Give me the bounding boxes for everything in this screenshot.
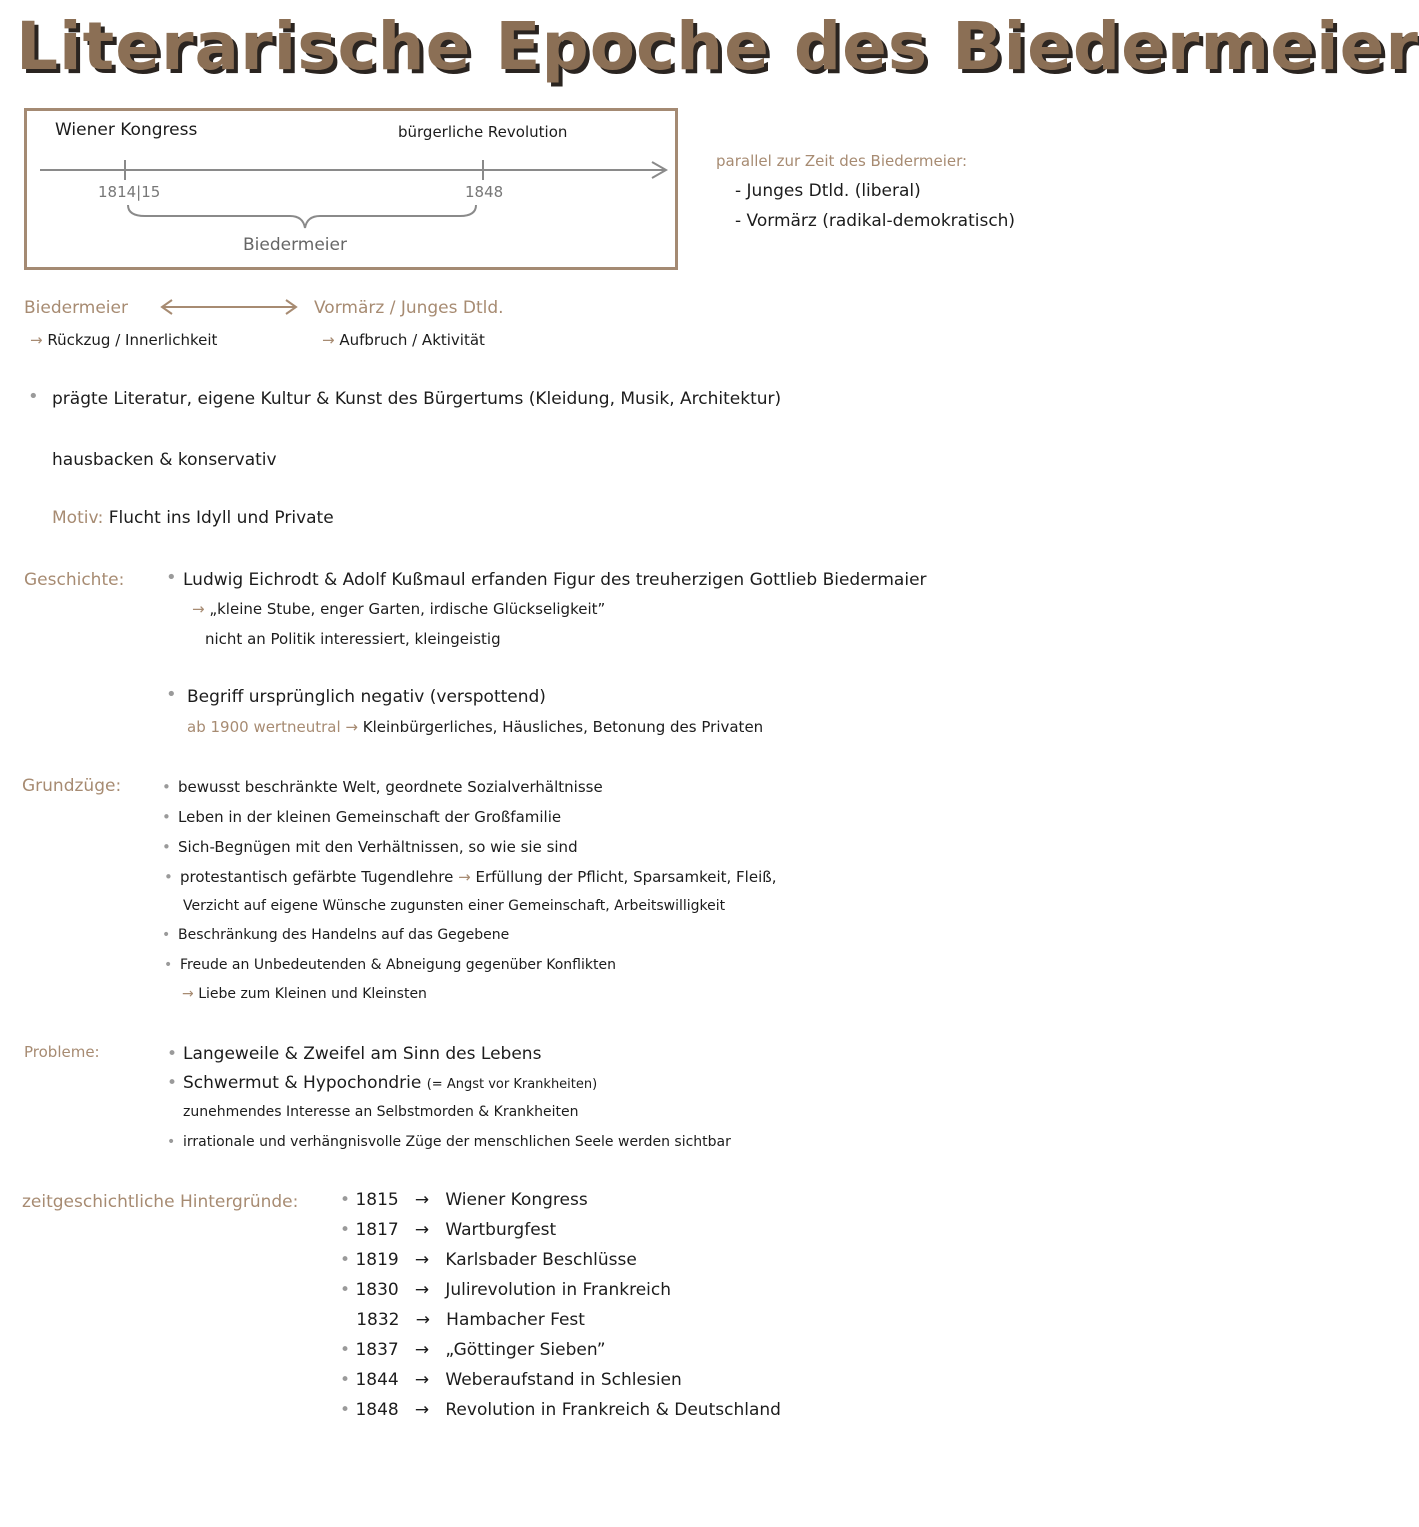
grundzuege-item: • protestantisch gefärbte Tugendlehre → Erfüllung der Pflicht, Sparsamkeit, Fleiß, [180, 868, 776, 886]
geschichte-word: wertneutral [253, 718, 341, 736]
arrow-icon: → [398, 1190, 446, 1210]
grundzuege-label: Grundzüge: [22, 776, 122, 796]
probleme-b3: • irrationale und verhängnisvolle Züge der menschlichen Seele werden sichtbar [183, 1134, 731, 1150]
intro-line2: hausbacken & konservativ [52, 450, 277, 470]
timeline-span-label: Biedermeier [243, 235, 347, 255]
arrow-icon: → [398, 1370, 446, 1390]
bullet-icon: • [340, 1190, 356, 1210]
grundzuege-item: • Sich-Begnügen mit den Verhältnissen, so wie sie sind [178, 838, 578, 856]
entry-event: Weberaufstand in Schlesien [445, 1370, 682, 1390]
timeline-brace [128, 205, 476, 228]
contrast-left: Biedermeier [24, 298, 128, 318]
geschichte-b2: Begriff ursprünglich negativ (verspottend) [187, 687, 546, 707]
contrast-right: Vormärz / Junges Dtld. [314, 298, 504, 318]
entry-year: 1844 [355, 1370, 399, 1390]
entry-event: Hambacher Fest [446, 1310, 585, 1330]
timeline-event-left: Wiener Kongress [55, 120, 198, 140]
timeline-entry [340, 1340, 606, 1360]
timeline-entry [340, 1370, 682, 1390]
bullet-icon: • [340, 1370, 356, 1390]
timeline-entry [340, 1280, 671, 1300]
entry-event: Karlsbader Beschlüsse [445, 1250, 637, 1270]
parallel-heading: parallel zur Zeit des Biedermeier: [716, 152, 968, 170]
motiv-label: Motiv: [52, 508, 104, 528]
grundzuege-item: • Beschränkung des Handelns auf das Gegebene [178, 927, 509, 943]
arrow-icon: → [182, 986, 199, 1002]
geschichte-b1: Ludwig Eichrodt & Adolf Kußmaul erfanden Figur des treuherzigen Gottlieb Biedermaier [183, 570, 927, 590]
arrow-icon: → [458, 868, 476, 886]
arrow-icon: → [322, 331, 340, 349]
parallel-item-2: - Vormärz (radikal-demokratisch) [735, 211, 1016, 231]
grundzuege-item: • Freude an Unbedeutenden & Abneigung gegenüber Konflikten [180, 957, 616, 973]
arrow-icon: → [192, 600, 210, 618]
entry-event: Revolution in Frankreich & Deutschland [445, 1400, 781, 1420]
bullet-icon [340, 1310, 356, 1330]
probleme-b2-cont: zunehmendes Interesse an Selbstmorden & Krankheiten [183, 1104, 579, 1120]
motiv-text: Flucht ins Idyll und Private [108, 508, 334, 528]
entry-event: Julirevolution in Frankreich [445, 1280, 671, 1300]
probleme-b1: • Langeweile & Zweifel am Sinn des Lebens [183, 1044, 541, 1064]
timeline-entry [340, 1310, 585, 1330]
probleme-b2-note: (= Angst vor Krankheiten) [426, 1077, 598, 1092]
bullet-icon: • [340, 1220, 356, 1240]
timeline-entry [340, 1250, 637, 1270]
entry-year: 1832 [356, 1310, 400, 1330]
bullet-icon: • [340, 1340, 356, 1360]
timeline-year-right: 1848 [465, 183, 504, 201]
entry-year: 1815 [355, 1190, 399, 1210]
intro-bullet: prägte Literatur, eigene Kultur & Kunst des Bürgertums (Kleidung, Musik, Architektur) [52, 389, 782, 409]
bullet-icon: • [340, 1400, 356, 1420]
arrow-icon: → [30, 331, 48, 349]
geschichte-note: nicht an Politik interessiert, kleingeistig [205, 630, 501, 648]
probleme-b2: • Schwermut & Hypochondrie [183, 1073, 421, 1093]
bullet-icon: • [166, 567, 177, 588]
geschichte-quote: „kleine Stube, enger Garten, irdische Glückseligkeit” [209, 600, 606, 618]
probleme-label: Probleme: [24, 1043, 100, 1061]
entry-year: 1848 [355, 1400, 399, 1420]
timeline-year-left: 1814|15 [98, 183, 161, 201]
entry-year: 1837 [355, 1340, 399, 1360]
entry-event: Wartburgfest [445, 1220, 557, 1240]
arrow-icon: → [398, 1220, 446, 1240]
grundzuege-item: • bewusst beschränkte Welt, geordnete Sozialverhältnisse [178, 778, 603, 796]
entry-event: „Göttinger Sieben” [445, 1340, 606, 1360]
page-title: Literarische Epoche des Biedermeier [16, 8, 1419, 85]
entry-year: 1819 [355, 1250, 399, 1270]
timeline-event-right: bürgerliche Revolution [398, 123, 568, 141]
grundzuege-tugend-cont: Verzicht auf eigene Wünsche zugunsten einer Gemeinschaft, Arbeitswilligkeit [183, 898, 726, 914]
geschichte-year: ab 1900 [187, 718, 249, 736]
hintergruende-label: zeitgeschichtliche Hintergründe: [22, 1192, 299, 1212]
timeline-entry [340, 1190, 588, 1210]
entry-year: 1817 [355, 1220, 399, 1240]
arrow-icon: → [398, 1250, 446, 1270]
entry-event: Wiener Kongress [445, 1190, 588, 1210]
grundzuege-freude-sub: Liebe zum Kleinen und Kleinsten [198, 986, 427, 1002]
contrast-left-sub: → Rückzug / Innerlichkeit [30, 331, 218, 349]
bullet-icon: • [340, 1250, 356, 1270]
timeline-entry [340, 1400, 781, 1420]
parallel-item-1: - Junges Dtld. (liberal) [735, 181, 921, 201]
geschichte-rest: Kleinbürgerliches, Häusliches, Betonung des Privaten [362, 718, 764, 736]
bullet-icon: • [340, 1280, 356, 1300]
contrast-right-sub: → Aufbruch / Aktivität [322, 331, 485, 349]
arrow-icon: → [398, 1400, 446, 1420]
geschichte-label: Geschichte: [24, 570, 125, 590]
grundzuege-item: • Leben in der kleinen Gemeinschaft der Großfamilie [178, 808, 561, 826]
timeline-entry [340, 1220, 556, 1240]
bullet-icon: • [166, 684, 177, 705]
arrow-icon: → [345, 718, 363, 736]
arrow-icon: → [398, 1280, 446, 1300]
arrow-icon: → [399, 1310, 447, 1330]
arrow-icon: → [398, 1340, 446, 1360]
bullet-icon: • [28, 386, 39, 407]
entry-year: 1830 [355, 1280, 399, 1300]
